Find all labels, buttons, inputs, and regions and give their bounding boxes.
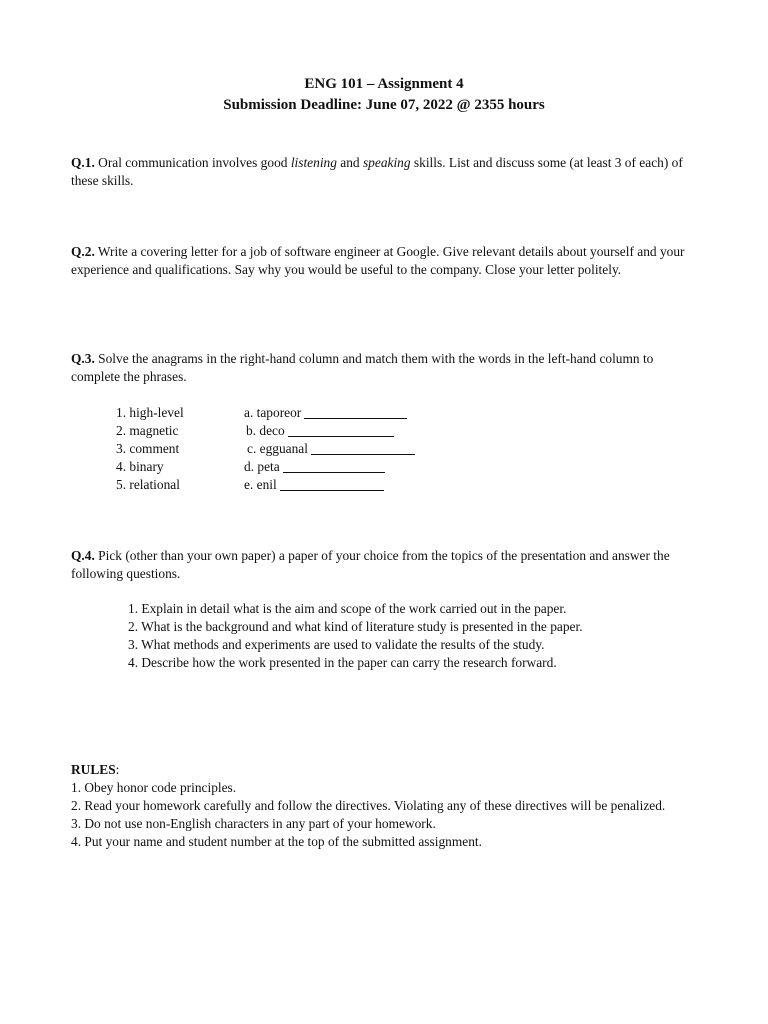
answer-blank	[304, 405, 407, 419]
question-4-item: 1. Explain in detail what is the aim and scope of the work carried out in the paper.	[128, 601, 567, 616]
question-1-text	[71, 155, 683, 188]
phrase-word: 4. binary	[116, 459, 164, 474]
question-1-text-c: skills. List and discuss some (at least 3 of each) of these skills.	[71, 155, 683, 188]
rule-item: 4. Put your name and student number at the top of the submitted assignment.	[71, 834, 482, 849]
question-3-label: Q.3.	[71, 351, 95, 366]
phrase-word: 1. high-level	[116, 405, 184, 420]
rule-item: 1. Obey honor code principles.	[71, 780, 237, 795]
rules-title: RULES	[71, 762, 116, 777]
question-4-item: 4. Describe how the work presented in the paper can carry the research forward.	[128, 655, 557, 670]
question-2-text: Write a covering letter for a job of software engineer at Google. Give relevant details about yourself and your experience and qualifications. Say why you would be useful to the company. Close your letter politely.	[71, 244, 685, 277]
anagram-word: c. egguanal	[247, 441, 308, 456]
question-1-emphasis-speaking: speaking	[362, 155, 411, 170]
rules-heading	[71, 761, 693, 779]
anagram-entry	[246, 422, 394, 440]
question-2-label: Q.2.	[71, 244, 95, 259]
anagram-word: a. taporeor	[244, 405, 302, 420]
question-1-emphasis-listening: listening	[290, 155, 337, 170]
question-4-item: 2. What is the background and what kind of literature study is presented in the paper.	[128, 619, 583, 634]
question-4	[71, 547, 693, 583]
rules-section	[71, 761, 693, 851]
question-4-label: Q.4.	[71, 548, 95, 563]
rules-colon: :	[115, 762, 120, 777]
anagram-word: e. enil	[244, 477, 277, 492]
question-1-text-a: Oral communication involves good	[94, 155, 291, 170]
answer-blank	[280, 477, 384, 491]
submission-deadline: Submission Deadline: June 07, 2022 @ 2355 hours	[223, 97, 545, 113]
answer-blank	[288, 423, 394, 437]
question-1-text-b: and	[336, 155, 363, 170]
anagram-entry	[247, 440, 415, 458]
question-4-item: 3. What methods and experiments are used to validate the results of the study.	[128, 637, 545, 652]
question-3	[71, 350, 693, 386]
question-1-label: Q.1.	[71, 155, 95, 170]
question-4-text: Pick (other than your own paper) a paper of your choice from the topics of the presentation and answer the following questions.	[71, 548, 670, 581]
anagram-entry	[244, 458, 385, 476]
anagram-word: d. peta	[244, 459, 280, 474]
document-title: ENG 101 – Assignment 4	[304, 76, 464, 92]
phrase-word: 5. relational	[116, 477, 180, 492]
anagram-word: b. deco	[246, 423, 285, 438]
phrase-word: 2. magnetic	[116, 423, 179, 438]
anagram-entry	[244, 404, 407, 422]
document-header	[0, 74, 768, 116]
question-1	[71, 154, 693, 190]
anagram-entry	[244, 476, 384, 494]
rule-item: 3. Do not use non-English characters in any part of your homework.	[71, 816, 436, 831]
answer-blank	[311, 441, 415, 455]
phrase-word: 3. comment	[116, 441, 180, 456]
rule-item: 2. Read your homework carefully and follow the directives. Violating any of these directives will be penalized.	[71, 798, 666, 813]
question-4-list	[128, 600, 583, 672]
answer-blank	[283, 459, 385, 473]
question-2	[71, 243, 693, 279]
question-3-text: Solve the anagrams in the right-hand column and match them with the words in the left-hand column to complete the phrases.	[71, 351, 654, 384]
